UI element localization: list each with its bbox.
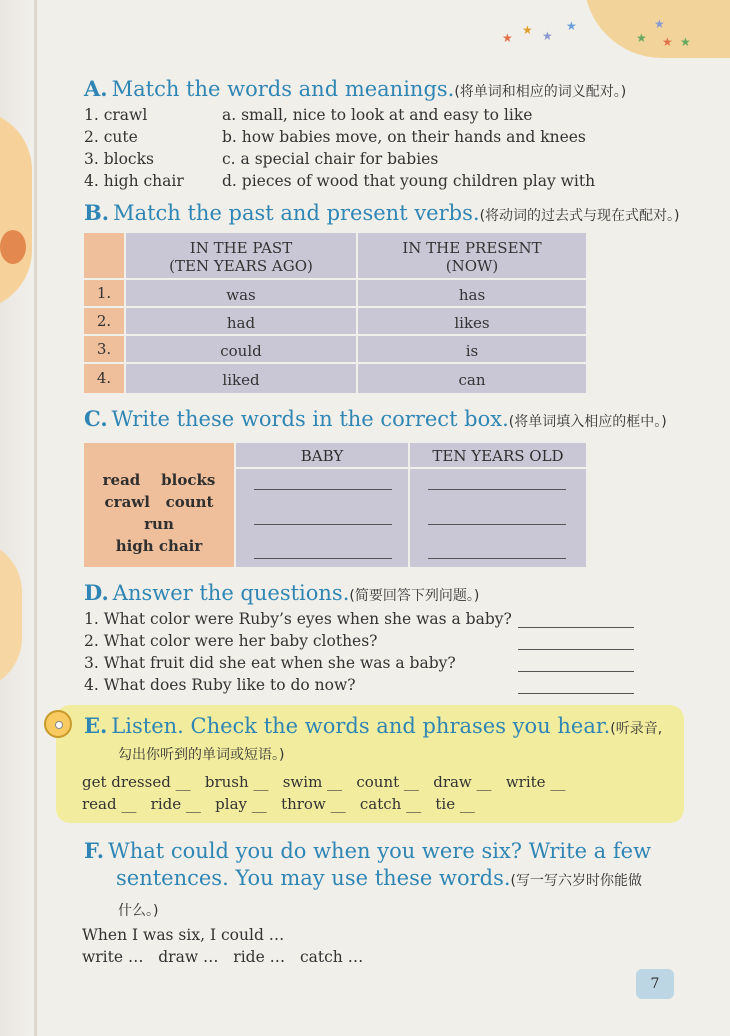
star-icon: ★ — [566, 19, 577, 33]
word-item: 1. crawl — [84, 106, 148, 124]
word-bank-line: run — [144, 515, 174, 533]
table-header-past: IN THE PAST (TEN YEARS AGO) — [126, 233, 356, 278]
table-row-number: 2. — [84, 308, 124, 334]
answer-line[interactable] — [254, 524, 392, 525]
table-header-present: IN THE PRESENT (NOW) — [358, 233, 586, 278]
question-item: 1. What color were Ruby’s eyes when she was a baby? — [84, 610, 512, 628]
table-cell: is — [358, 336, 586, 362]
word-item: 4. high chair — [84, 172, 184, 190]
star-icon: ★ — [502, 31, 513, 45]
section-c-heading: C. Write these words in the correct box.(将单词填入相应的框中。) — [84, 406, 667, 431]
table-cell: liked — [126, 364, 356, 393]
checklist-line[interactable]: read __ ride __ play __ throw __ catch __ tie __ — [82, 795, 475, 813]
word-hints: write … draw … ride … catch … — [82, 948, 364, 966]
answer-line[interactable] — [518, 627, 634, 628]
word-sort-table — [84, 443, 586, 567]
answer-line[interactable] — [254, 489, 392, 490]
answer-line[interactable] — [428, 524, 566, 525]
question-item: 2. What color were her baby clothes? — [84, 632, 378, 650]
answer-line[interactable] — [518, 649, 634, 650]
table-row-number: 4. — [84, 364, 124, 393]
page-number: 7 — [636, 969, 674, 999]
star-icon: ★ — [542, 29, 553, 43]
section-a-heading: A. Match the words and meanings.(将单词和相应的词义配对。) — [84, 76, 627, 101]
table-cell: was — [126, 280, 356, 306]
word-item: 2. cute — [84, 128, 138, 146]
table-corner — [84, 233, 124, 278]
table-cell: likes — [358, 308, 586, 334]
table-row-number: 1. — [84, 280, 124, 306]
star-icon: ★ — [636, 31, 647, 45]
word-bank-line: high chair — [115, 537, 203, 555]
word-bank-line: crawl count — [104, 493, 214, 511]
sentence-starter: When I was six, I could … — [82, 926, 285, 944]
column-header: BABY — [300, 447, 344, 465]
star-icon: ★ — [680, 35, 691, 49]
baby-column — [236, 443, 408, 567]
section-f-heading: F. What could you do when you were six? Write a few — [84, 838, 652, 863]
section-f-heading-line2: sentences. You may use these words.(写一写六岁时你能做 — [116, 866, 642, 890]
answer-line[interactable] — [518, 671, 634, 672]
question-item: 4. What does Ruby like to do now? — [84, 676, 356, 694]
star-icon: ★ — [522, 23, 533, 37]
table-cell: could — [126, 336, 356, 362]
table-cell: had — [126, 308, 356, 334]
word-bank — [84, 443, 234, 567]
section-f-instruction-cn: 什么。) — [118, 903, 159, 919]
meaning-item: d. pieces of wood that young children play with — [222, 172, 596, 190]
column-header: TEN YEARS OLD — [432, 447, 564, 465]
ten-years-column — [410, 443, 586, 567]
meaning-item: b. how babies move, on their hands and knees — [222, 128, 586, 146]
checklist-line[interactable]: get dressed __ brush __ swim __ count __ draw __ write __ — [82, 773, 566, 791]
section-d-heading: D. Answer the questions.(简要回答下列问题。) — [84, 580, 480, 605]
table-cell: has — [358, 280, 586, 306]
table-row-number: 3. — [84, 336, 124, 362]
table-cell: can — [358, 364, 586, 393]
question-item: 3. What fruit did she eat when she was a baby? — [84, 654, 456, 672]
answer-line[interactable] — [518, 693, 634, 694]
page-edge — [34, 0, 37, 1036]
answer-line[interactable] — [428, 489, 566, 490]
word-bank-line: read blocks — [102, 471, 216, 489]
star-icon: ★ — [662, 35, 673, 49]
cd-audio-icon[interactable] — [44, 710, 72, 738]
answer-line[interactable] — [254, 558, 392, 559]
meaning-item: c. a special chair for babies — [222, 150, 439, 168]
meaning-item: a. small, nice to look at and easy to like — [222, 106, 533, 124]
verbs-table — [84, 233, 586, 393]
star-icon: ★ — [654, 17, 665, 31]
section-e-heading: E. Listen. Check the words and phrases you hear.(听录音, — [84, 713, 663, 738]
section-e-instruction-cn: 勾出你听到的单词或短语。) — [118, 747, 285, 763]
answer-line[interactable] — [428, 558, 566, 559]
section-b-heading: B. Match the past and present verbs.(将动词的过去式与现在式配对。) — [84, 200, 680, 225]
word-item: 3. blocks — [84, 150, 154, 168]
